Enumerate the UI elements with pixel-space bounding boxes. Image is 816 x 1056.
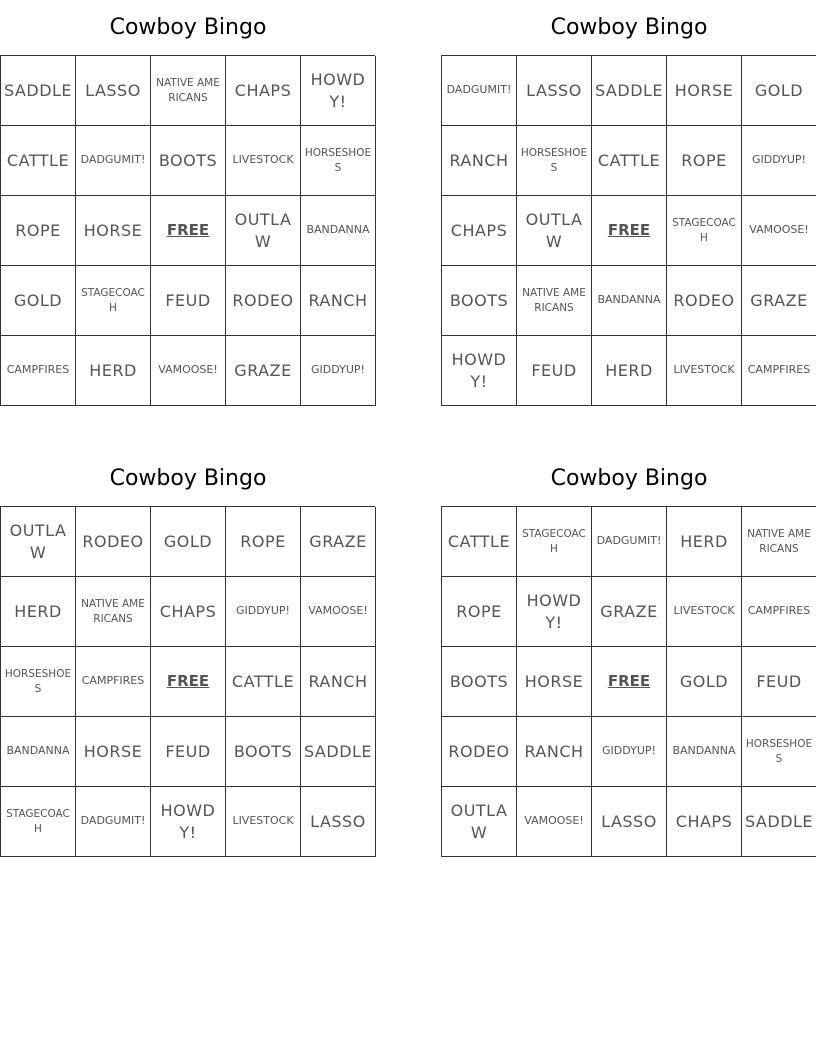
bingo-cell: STAGECOACH [76,266,151,336]
bingo-cell: RANCH [442,126,517,196]
bingo-cell: RODEO [442,717,517,787]
free-space: FREE [151,647,226,717]
bingo-cell: HOWDY! [301,56,376,126]
card-title: Cowboy Bingo [550,466,708,491]
bingo-cell: STAGECOACH [1,787,76,857]
bingo-cell: BOOTS [442,266,517,336]
bingo-cell: STAGECOACH [517,507,592,577]
bingo-grid [0,55,375,406]
card-title: Cowboy Bingo [109,15,267,40]
bingo-cell: HORSESHOES [517,126,592,196]
bingo-cell: GOLD [1,266,76,336]
bingo-cell: ROPE [226,507,301,577]
bingo-cell: LIVESTOCK [226,126,301,196]
bingo-cell: DADGUMIT! [592,507,667,577]
bingo-cell: LIVESTOCK [226,787,301,857]
bingo-cell: GOLD [667,647,742,717]
bingo-cell: BOOTS [442,647,517,717]
bingo-cell: RODEO [667,266,742,336]
bingo-cell: HORSE [76,717,151,787]
bingo-cell: GOLD [151,507,226,577]
bingo-cell: HERD [592,336,667,406]
bingo-grid [441,506,816,857]
bingo-cell: VAMOOSE! [301,577,376,647]
free-space: FREE [151,196,226,266]
card-title: Cowboy Bingo [550,15,708,40]
bingo-cell: GRAZE [742,266,816,336]
bingo-cell: VAMOOSE! [517,787,592,857]
bingo-cell: BANDANNA [301,196,376,266]
bingo-cell: OUTLAW [442,787,517,857]
bingo-cell: ROPE [442,577,517,647]
bingo-cell: RANCH [301,647,376,717]
bingo-cell: CHAPS [667,787,742,857]
bingo-cell: CATTLE [226,647,301,717]
bingo-cell: HERD [667,507,742,577]
bingo-cell: HORSE [667,56,742,126]
bingo-cell: HOWDY! [442,336,517,406]
bingo-cell: LIVESTOCK [667,577,742,647]
bingo-cell: CHAPS [442,196,517,266]
bingo-cell: HOWDY! [151,787,226,857]
bingo-cell: FEUD [742,647,816,717]
bingo-cell: CATTLE [1,126,76,196]
bingo-cell: NATIVE AMERICANS [517,266,592,336]
bingo-cell: BANDANNA [592,266,667,336]
bingo-cell: CATTLE [442,507,517,577]
bingo-cell: CAMPFIRES [1,336,76,406]
bingo-cell: LASSO [301,787,376,857]
bingo-cell: BOOTS [151,126,226,196]
bingo-cell: FEUD [151,717,226,787]
bingo-cell: STAGECOACH [667,196,742,266]
bingo-cell: LIVESTOCK [667,336,742,406]
bingo-cell: VAMOOSE! [151,336,226,406]
bingo-cell: GRAZE [592,577,667,647]
bingo-cell: CHAPS [226,56,301,126]
bingo-cell: BANDANNA [667,717,742,787]
bingo-cell: HERD [76,336,151,406]
bingo-cell: GRAZE [226,336,301,406]
bingo-cell: RANCH [517,717,592,787]
bingo-cell: CAMPFIRES [742,336,816,406]
bingo-cell: LASSO [76,56,151,126]
bingo-cell: CHAPS [151,577,226,647]
bingo-cell: DADGUMIT! [76,126,151,196]
bingo-cell: HERD [1,577,76,647]
bingo-cell: GOLD [742,56,816,126]
bingo-cell: GIDDYUP! [742,126,816,196]
bingo-cell: CAMPFIRES [742,577,816,647]
bingo-cell: RANCH [301,266,376,336]
bingo-cell: GRAZE [301,507,376,577]
bingo-grid [441,55,816,406]
bingo-cell: LASSO [592,787,667,857]
bingo-cell: HORSESHOES [301,126,376,196]
bingo-cell: SADDLE [742,787,816,857]
bingo-cell: OUTLAW [226,196,301,266]
bingo-cell: DADGUMIT! [76,787,151,857]
bingo-cell: GIDDYUP! [592,717,667,787]
bingo-cell: BANDANNA [1,717,76,787]
bingo-cell: NATIVE AMERICANS [742,507,816,577]
bingo-cell: RODEO [226,266,301,336]
bingo-cell: HORSESHOES [1,647,76,717]
bingo-cell: DADGUMIT! [442,56,517,126]
bingo-cell: VAMOOSE! [742,196,816,266]
bingo-grid [0,506,375,857]
bingo-cell: BOOTS [226,717,301,787]
bingo-cell: ROPE [1,196,76,266]
free-space: FREE [592,647,667,717]
bingo-cell: SADDLE [301,717,376,787]
bingo-cell: RODEO [76,507,151,577]
bingo-cell: NATIVE AMERICANS [151,56,226,126]
bingo-cell: GIDDYUP! [301,336,376,406]
bingo-cell: GIDDYUP! [226,577,301,647]
bingo-cell: HORSESHOES [742,717,816,787]
bingo-cell: SADDLE [1,56,76,126]
bingo-cell: CATTLE [592,126,667,196]
bingo-cell: HORSE [76,196,151,266]
bingo-cell: ROPE [667,126,742,196]
bingo-cell: OUTLAW [1,507,76,577]
bingo-cell: SADDLE [592,56,667,126]
bingo-cell: OUTLAW [517,196,592,266]
bingo-cell: FEUD [517,336,592,406]
bingo-cell: FEUD [151,266,226,336]
bingo-cell: NATIVE AMERICANS [76,577,151,647]
bingo-cell: CAMPFIRES [76,647,151,717]
free-space: FREE [592,196,667,266]
bingo-cell: LASSO [517,56,592,126]
card-title: Cowboy Bingo [109,466,267,491]
bingo-cell: HORSE [517,647,592,717]
bingo-cell: HOWDY! [517,577,592,647]
